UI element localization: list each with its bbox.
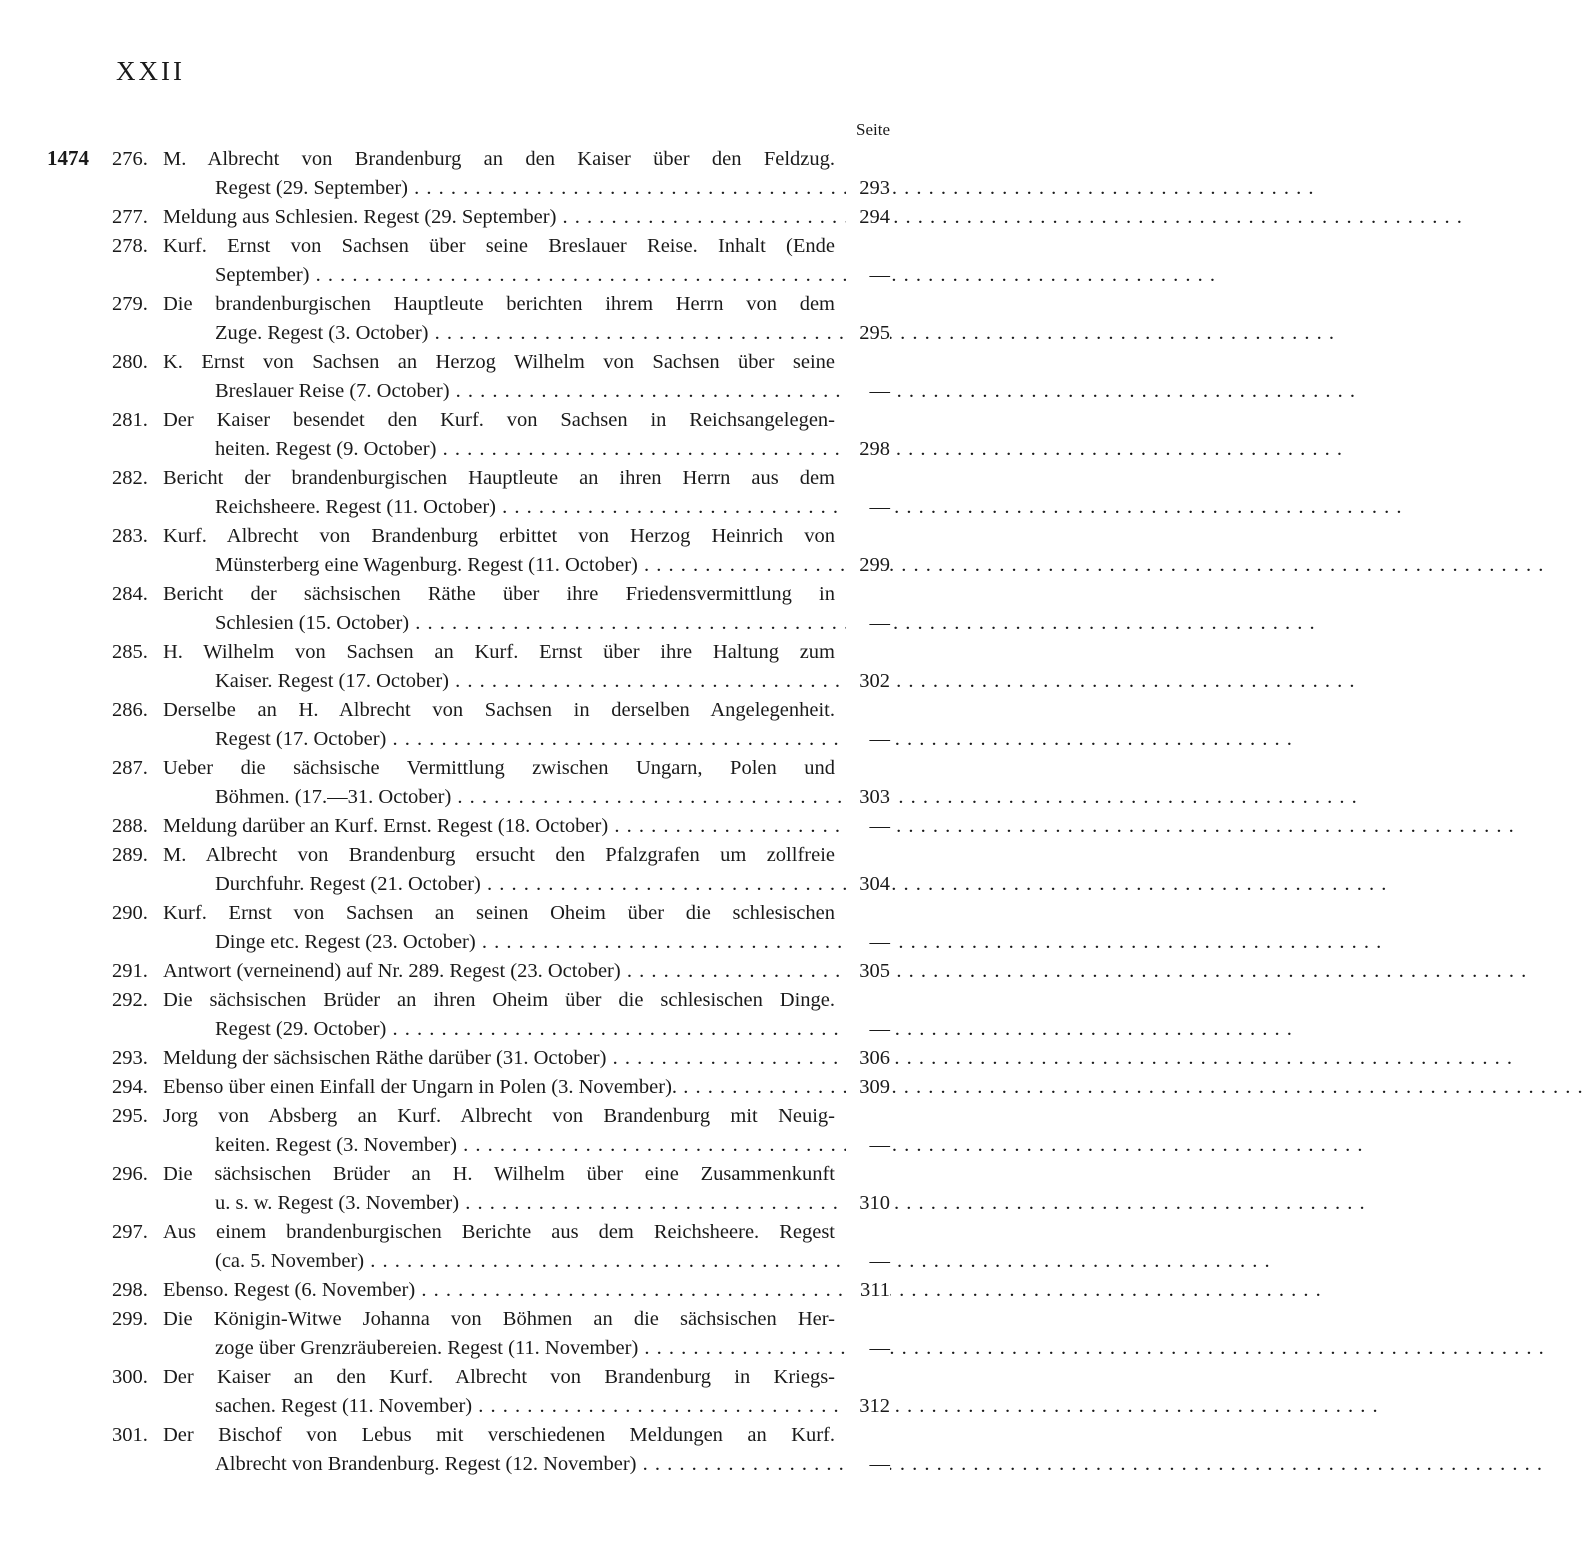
- entry-text: [163, 290, 835, 348]
- entry-number: 287.: [112, 757, 148, 779]
- entry-first-line: M. Albrecht von Brandenburg an den Kaiser über den Feldzug.: [163, 148, 835, 170]
- entry-number: 291.: [112, 960, 148, 982]
- entry-first-line: Der Bischof von Lebus mit verschiedenen Meldungen an Kurf.: [163, 1424, 835, 1446]
- entry-number: 277.: [112, 206, 148, 228]
- leader-dots: [476, 931, 1383, 953]
- entry-text: [163, 464, 835, 522]
- entry-text: [163, 1276, 835, 1305]
- entry-first-line: Derselbe an H. Albrecht von Sachsen in derselben Angelegenheit.: [163, 699, 835, 721]
- leader-dots: [677, 1076, 1584, 1098]
- entry-last-line: Ebenso. Regest (6. November): [163, 1279, 416, 1301]
- leader-dots: [638, 554, 1545, 576]
- entry-last-line: Reichsheere. Regest (11. October): [215, 496, 497, 518]
- entry-page-number: 309: [846, 1073, 890, 1102]
- leader-dots: [472, 1395, 1379, 1417]
- entry-first-line: K. Ernst von Sachsen an Herzog Wilhelm von Sachsen über seine: [163, 351, 835, 373]
- entry-page-number: —: [846, 493, 890, 522]
- entry-first-line: Kurf. Albrecht von Brandenburg erbittet von Herzog Heinrich von: [163, 525, 835, 547]
- entry-page-number: —: [846, 812, 890, 841]
- entry-first-line: Die sächsischen Brüder an ihren Oheim über die schlesischen Dinge.: [163, 989, 835, 1011]
- entry-page-number: —: [846, 1334, 890, 1363]
- entry-text: [163, 696, 835, 754]
- entry-number: 298.: [112, 1279, 148, 1301]
- toc-entry: [0, 348, 960, 406]
- entry-last-line: Schlesien (15. October): [215, 612, 410, 634]
- entry-number: 297.: [112, 1221, 148, 1243]
- leader-dots: [451, 786, 1358, 808]
- entry-number: 300.: [112, 1366, 148, 1388]
- entry-number: 293.: [112, 1047, 148, 1069]
- leader-dots: [310, 264, 1217, 286]
- entry-last-line: Münsterberg eine Wagenburg. Regest (11. October): [215, 554, 638, 576]
- leader-dots: [606, 1047, 1513, 1069]
- entry-text: [163, 580, 835, 638]
- entry-text: [163, 1421, 835, 1479]
- toc-entry: [0, 203, 960, 232]
- entry-number: 301.: [112, 1424, 148, 1446]
- entry-last-line: (ca. 5. November): [215, 1250, 365, 1272]
- entry-last-line: September): [215, 264, 310, 286]
- entry-page-number: 299: [846, 551, 890, 580]
- entry-last-line: Böhmen. (17.—31. October): [215, 786, 452, 808]
- entry-first-line: Die Königin-Witwe Johanna von Böhmen an die sächsischen Her-: [163, 1308, 835, 1330]
- entry-text: [163, 1160, 835, 1218]
- entry-page-number: —: [846, 377, 890, 406]
- leader-dots: [386, 728, 1293, 750]
- toc-entry: [0, 1218, 960, 1276]
- leader-dots: [386, 1018, 1293, 1040]
- entry-page-number: 298: [846, 435, 890, 464]
- toc-entry: [0, 1102, 960, 1160]
- entry-text: [163, 1073, 835, 1102]
- entry-page-number: 304: [846, 870, 890, 899]
- toc-entry: [0, 1305, 960, 1363]
- toc-entry: [0, 812, 960, 841]
- entry-number: 294.: [112, 1076, 148, 1098]
- entry-first-line: Der Kaiser besendet den Kurf. von Sachsen in Reichsangelegen-: [163, 409, 835, 431]
- entry-last-line: Albrecht von Brandenburg. Regest (12. November): [215, 1453, 637, 1475]
- entry-first-line: Aus einem brandenburgischen Berichte aus dem Reichsheere. Regest: [163, 1221, 835, 1243]
- entry-text: [163, 1044, 835, 1073]
- toc-entry: [0, 580, 960, 638]
- toc-entry: [0, 1073, 960, 1102]
- toc-entry: [0, 696, 960, 754]
- entry-text: [163, 957, 835, 986]
- entry-first-line: M. Albrecht von Brandenburg ersucht den Pfalzgrafen um zollfreie: [163, 844, 835, 866]
- entry-text: [163, 841, 835, 899]
- entry-number: 288.: [112, 815, 148, 837]
- entry-first-line: Kurf. Ernst von Sachsen an seinen Oheim über die schlesischen: [163, 902, 835, 924]
- entry-last-line: Regest (17. October): [215, 728, 387, 750]
- entry-page-number: 306: [846, 1044, 890, 1073]
- toc-entry: [0, 406, 960, 464]
- leader-dots: [638, 1337, 1545, 1359]
- entry-page-number: —: [846, 725, 890, 754]
- entry-first-line: Der Kaiser an den Kurf. Albrecht von Brandenburg in Kriegs-: [163, 1366, 835, 1388]
- entry-last-line: Durchfuhr. Regest (21. October): [215, 873, 481, 895]
- entry-page-number: 303: [846, 783, 890, 812]
- table-of-contents: [0, 145, 960, 1479]
- entry-text: [163, 1363, 835, 1421]
- entry-text: [163, 986, 835, 1044]
- toc-entry: [0, 1363, 960, 1421]
- entry-page-number: —: [846, 1015, 890, 1044]
- entry-first-line: Kurf. Ernst von Sachsen über seine Breslauer Reise. Inhalt (Ende: [163, 235, 835, 257]
- entry-page-number: 312: [846, 1392, 890, 1421]
- entry-number: 280.: [112, 351, 148, 373]
- entry-last-line: Meldung der sächsischen Räthe darüber (31. October): [163, 1047, 607, 1069]
- entry-page-number: 311: [846, 1276, 890, 1305]
- entry-last-line: Regest (29. September): [215, 177, 408, 199]
- entry-last-line: Regest (29. October): [215, 1018, 387, 1040]
- entry-page-number: —: [846, 1450, 890, 1479]
- entry-text: [163, 812, 835, 841]
- entry-last-line: Meldung aus Schlesien. Regest (29. September): [163, 206, 557, 228]
- entry-last-line: heiten. Regest (9. October): [215, 438, 437, 460]
- toc-entry: [0, 1276, 960, 1305]
- leader-dots: [364, 1250, 1271, 1272]
- toc-entry: [0, 1421, 960, 1479]
- entry-number: 283.: [112, 525, 148, 547]
- leader-dots: [496, 496, 1403, 518]
- entry-number: 279.: [112, 293, 148, 315]
- entry-first-line: Ueber die sächsische Vermittlung zwischen Ungarn, Polen und: [163, 757, 835, 779]
- entry-text: [163, 145, 835, 203]
- entry-last-line: zoge über Grenzräubereien. Regest (11. November): [215, 1337, 639, 1359]
- entry-text: [163, 1102, 835, 1160]
- entry-last-line: keiten. Regest (3. November): [215, 1134, 457, 1156]
- entry-last-line: Ebenso über einen Einfall der Ungarn in Polen (3. November).: [163, 1076, 678, 1098]
- entry-text: [163, 406, 835, 464]
- entry-first-line: Die brandenburgischen Hauptleute berichten ihrem Herrn von dem: [163, 293, 835, 315]
- entry-last-line: Dinge etc. Regest (23. October): [215, 931, 476, 953]
- entry-last-line: u. s. w. Regest (3. November): [215, 1192, 460, 1214]
- entry-first-line: Bericht der brandenburgischen Hauptleute an ihren Herrn aus dem: [163, 467, 835, 489]
- year-label: 1474: [47, 146, 89, 170]
- entry-page-number: —: [846, 928, 890, 957]
- entry-number: 281.: [112, 409, 148, 431]
- entry-number: 285.: [112, 641, 148, 663]
- entry-text: [163, 638, 835, 696]
- entry-number: 296.: [112, 1163, 148, 1185]
- leader-dots: [450, 380, 1357, 402]
- entry-page-number: 294: [846, 203, 890, 232]
- toc-entry: [0, 957, 960, 986]
- entry-number: 292.: [112, 989, 148, 1011]
- entry-text: [163, 203, 835, 232]
- entry-number: 290.: [112, 902, 148, 924]
- toc-entry: [0, 290, 960, 348]
- leader-dots: [608, 815, 1515, 837]
- entry-first-line: Die sächsischen Brüder an H. Wilhelm über eine Zusammenkunft: [163, 1163, 835, 1185]
- toc-entry: [0, 1044, 960, 1073]
- entry-number: 289.: [112, 844, 148, 866]
- entry-first-line: Jorg von Absberg an Kurf. Albrecht von Brandenburg mit Neuig-: [163, 1105, 835, 1127]
- entry-last-line: Antwort (verneinend) auf Nr. 289. Regest (23. October): [163, 960, 621, 982]
- entry-number: 295.: [112, 1105, 148, 1127]
- entry-number: 286.: [112, 699, 148, 721]
- entry-last-line: sachen. Regest (11. November): [215, 1395, 473, 1417]
- leader-dots: [449, 670, 1356, 692]
- leader-dots: [621, 960, 1528, 982]
- entry-last-line: Zuge. Regest (3. October): [215, 322, 429, 344]
- entry-text: [163, 232, 835, 290]
- toc-entry: [0, 145, 960, 203]
- toc-entry: [0, 232, 960, 290]
- leader-dots: [459, 1192, 1366, 1214]
- entry-number: 284.: [112, 583, 148, 605]
- page-number: XXII: [116, 56, 185, 86]
- entry-first-line: Bericht der sächsischen Räthe über ihre Friedensvermittlung in: [163, 583, 835, 605]
- entry-page-number: —: [846, 1131, 890, 1160]
- entry-text: [163, 899, 835, 957]
- toc-entry: [0, 754, 960, 812]
- entry-page-number: 295: [846, 319, 890, 348]
- entry-page-number: —: [846, 261, 890, 290]
- entry-page-number: 302: [846, 667, 890, 696]
- entry-number: 276.: [112, 148, 148, 170]
- entry-last-line: Meldung darüber an Kurf. Ernst. Regest (18. October): [163, 815, 609, 837]
- entry-first-line: H. Wilhelm von Sachsen an Kurf. Ernst über ihre Haltung zum: [163, 641, 835, 663]
- entry-text: [163, 522, 835, 580]
- seite-column-label: Seite: [856, 120, 890, 139]
- toc-entry: [0, 1160, 960, 1218]
- leader-dots: [457, 1134, 1364, 1156]
- entry-last-line: Breslauer Reise (7. October): [215, 380, 450, 402]
- entry-text: [163, 1305, 835, 1363]
- entry-text: [163, 348, 835, 406]
- leader-dots: [556, 206, 1463, 228]
- entry-page-number: —: [846, 609, 890, 638]
- entry-page-number: 310: [846, 1189, 890, 1218]
- toc-entry: [0, 522, 960, 580]
- toc-entry: [0, 638, 960, 696]
- toc-entry: [0, 841, 960, 899]
- leader-dots: [636, 1453, 1543, 1475]
- entry-page-number: 305: [846, 957, 890, 986]
- entry-number: 278.: [112, 235, 148, 257]
- entry-page-number: —: [846, 1247, 890, 1276]
- entry-number: 282.: [112, 467, 148, 489]
- entry-last-line: Kaiser. Regest (17. October): [215, 670, 449, 692]
- entry-page-number: 293: [846, 174, 890, 203]
- leader-dots: [481, 873, 1388, 895]
- entry-text: [163, 1218, 835, 1276]
- entry-text: [163, 754, 835, 812]
- toc-entry: [0, 899, 960, 957]
- toc-entry: [0, 464, 960, 522]
- entry-number: 299.: [112, 1308, 148, 1330]
- toc-entry: [0, 986, 960, 1044]
